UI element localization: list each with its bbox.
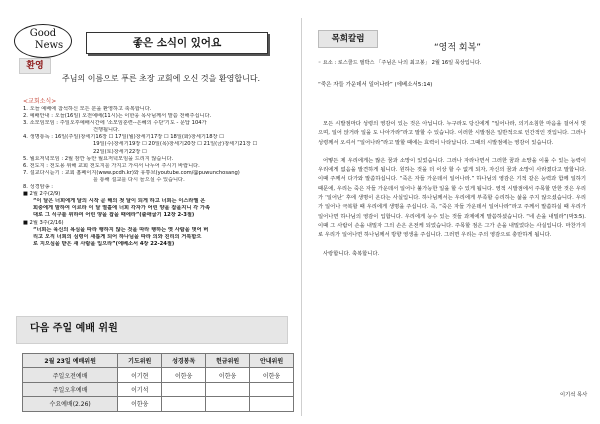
roster-service-name: 주일오후예배 [23,382,118,396]
column-paragraph: 모든 시발점마다 성령의 영감이 있는 것은 아닙니다. 누구라도 당신에게 “일어나라, 의기소침한 마음을 걸어서 벗으며, 일어 앉거라 일을 도 나아가라”라고 말할 수 있습니다. 이러한 시발점은 일반적으로 인간적인 것입니다. 그러나 성령께서 오셔서 “일어나라”라고 말할 때에는 효력이 나타납니다. 그때의 시발점에는 영감이 있습니다. [318,121,586,146]
memory-verse-week-label: ■ 2월 3주(2/16) [23,219,64,226]
roster-cell: 이기현 [118,368,162,382]
news-item: 5. 월요저녁모임 : 2월 잠깐 동안 월요저녁모임을 드리지 않습니다. [23,155,174,162]
roster-cell: 이기석 [118,382,162,396]
column-key-verse: “죽은 자들 가운데서 일어나라” (에베소서5:14) [318,82,433,88]
section-header-good-news: 좋은 소식이 있어요 [86,32,268,54]
roster-cell: 이한웅 [206,368,250,382]
memory-verse-week-label: ■ 2월 2주(2/9) [23,191,61,198]
roster-cell [206,382,250,396]
service-title: 다음 주일 예배 위원 [30,323,118,334]
news-item: 19일(수)창세기19장 ☐ 20일(목)창세기20장 ☐ 21일(금)창세기21장 ☐ [93,141,258,148]
column-source: ◦ 요소 : 로스쿨드 필박스 「주님은 나의 최고봉」 2월 16일 묵상입니다. [318,60,482,66]
roster-header-cell: 기도위원 [118,354,162,368]
news-item: 22일(토)창세기22장 ☐ [93,148,147,155]
roster-cell [250,382,294,396]
worship-roster-table [22,353,294,412]
roster-header-cell: 헌금위원 [206,354,250,368]
church-news-label: <교회소식> [23,98,57,105]
news-item: 3. 소모임모임 : 주일오후예배시간에 '소모임훈련--은혜의 수단'기도 - 문답 104가 [23,120,207,127]
memory-verse-line: 회중에게 말하여 이르라 이 달 열흘에 너희 각자가 어린 양을 잡을지니 각 가족 [33,205,211,212]
memory-verse-line: 대로 그 식구를 위하여 어린 양을 잡을 때에라”(출애굽기 12장 2-3절) [33,212,195,219]
memory-verse-line: 로 지으심을 받은 새 사람을 입으라”(에베소서 4장 22-24절) [33,240,175,247]
news-item: 를 통해 설교를 다시 들으실 수 있습니다. [93,176,185,183]
roster-header-cell: 성경봉독 [162,354,206,368]
roster-row [23,382,294,396]
memory-verse-line: “너희는 육신의 욕심을 따라 행하지 않는 것을 따라 행하는 옛 사람을 벗어 버 [33,226,209,233]
roster-header-row [23,354,294,368]
column-paragraph: 사랑합니다. 축복합니다. [323,250,380,257]
column-signature: 이기석 목사 [560,392,588,398]
roster-row [23,397,294,411]
news-item: 건행됩니다. [93,127,120,134]
news-item: 8. 성경암송 : [23,184,54,191]
church-news-list [23,106,295,248]
roster-cell [162,382,206,396]
logo-line-news: News [34,40,64,51]
column-body [318,120,586,268]
roster-service-name: 주일오전예배 [23,368,118,382]
memory-verse-line: “이 달은 너희에게 달의 시작 곧 해의 첫 달이 되게 하고 너희는 이스라엘 온 [33,198,206,205]
roster-service-name: 수요예배(2.26) [23,397,118,411]
roster-header-cell: 2월 23일 예배위원 [23,354,118,368]
roster-cell [162,397,206,411]
good-news-logo [14,24,72,58]
news-item: 4. 생명통독 : 16일(주일)창세기16장 ☐ 17일(월)창세기17장 ☐ 18일(화)창세기18장 ☐ [23,134,224,141]
roster-cell: 이한웅 [162,368,206,382]
memory-verse-line: 리고 오직 너희의 심령이 새롭게 되어 하나님을 따라 의와 진리의 거룩함으 [33,233,202,240]
news-item: 2. 예배안내 : 오늘(16일) 오전예배(11시)는 이한웅 목사님께서 말씀 전해주십니다. [23,113,212,120]
column-title: “영적 회복” [434,43,481,53]
pastor-column-label: 목회칼럼 [318,30,378,48]
column-paragraph: 어떻든 제 우리에게는 많은 꿈과 소망이 있었습니다. 그러나 자라나면서 그러한 꿈과 소망을 이룰 수 있는 능력이 우리에게 없음을 발견하게 됩니다. 원하는 것을 더 이상 할 수 없게 되자, 자신의 꿈과 소망이 사라졌다고 말합니다. 이때 주께서 다가와 말씀하십니다. “죽은 자들 가운데서 일어나라.” 하나님의 영감은 기적 같은 능력과 함께 일하기 때문에, 우리는 죽은 자들 가운데서 일어나 불가능한 일을 할 수 있게 됩니다. 영적 시발점에서 주목할 만한 것은 우리가 ‘일어난’ 후에 생명이 온다는 사실입니다. 하나님께서는 우리에게 부족할 승리하는 삶을 주지 않으셨습니다. 우리가 일어나 극복할 때 우리에게 생명을 주십니다. 즉, “죽은 자들 가운데서 일어나라”라고 주께서 말씀하실 때 우리가 일어나면 하나님의 영감이 입합니다. 우리에게 능수 있는 것들 과제에게 말씀하셨습니다. “네 손을 내밀라”(막3:5). 이때 그 사람이 손을 내밀자 그의 손은 온전케 되었습니다. 주목할 점은 그가 손을 내밀었다는 사실입니다. 마찬가지로 우리가 일어나면 하나님께서 방향 영생을 주십니다. 그러면 우리는 주의 영감으로 충만하게 됩니다. [318,157,586,239]
roster-row [23,368,294,382]
news-item: 6. 전도지 : 전도용 위해 교회 전도지를 가지고 가셔서 나누어 주시기 바랍니다. [23,162,200,169]
welcome-label: 환영 [19,58,51,74]
news-item: 1. 오늘 예배에 참석하신 모든 분을 환영하고 축복합니다. [23,106,152,112]
logo-line-good: Good [29,28,57,39]
news-item: 7. 설교다시듣기 : 교회 홈페이지(www.pcdh.kr)와 유튜브(youtube.com/@puwunchosang) [23,169,240,176]
roster-cell: 이한웅 [250,368,294,382]
roster-cell: 이한웅 [118,397,162,411]
roster-cell [250,397,294,411]
welcome-text: 주님의 이름으로 푸른 초장 교회에 오신 것을 환영합니다. [62,74,261,83]
roster-cell [206,397,250,411]
roster-header-cell: 안내위원 [250,354,294,368]
column-divider [301,18,302,416]
